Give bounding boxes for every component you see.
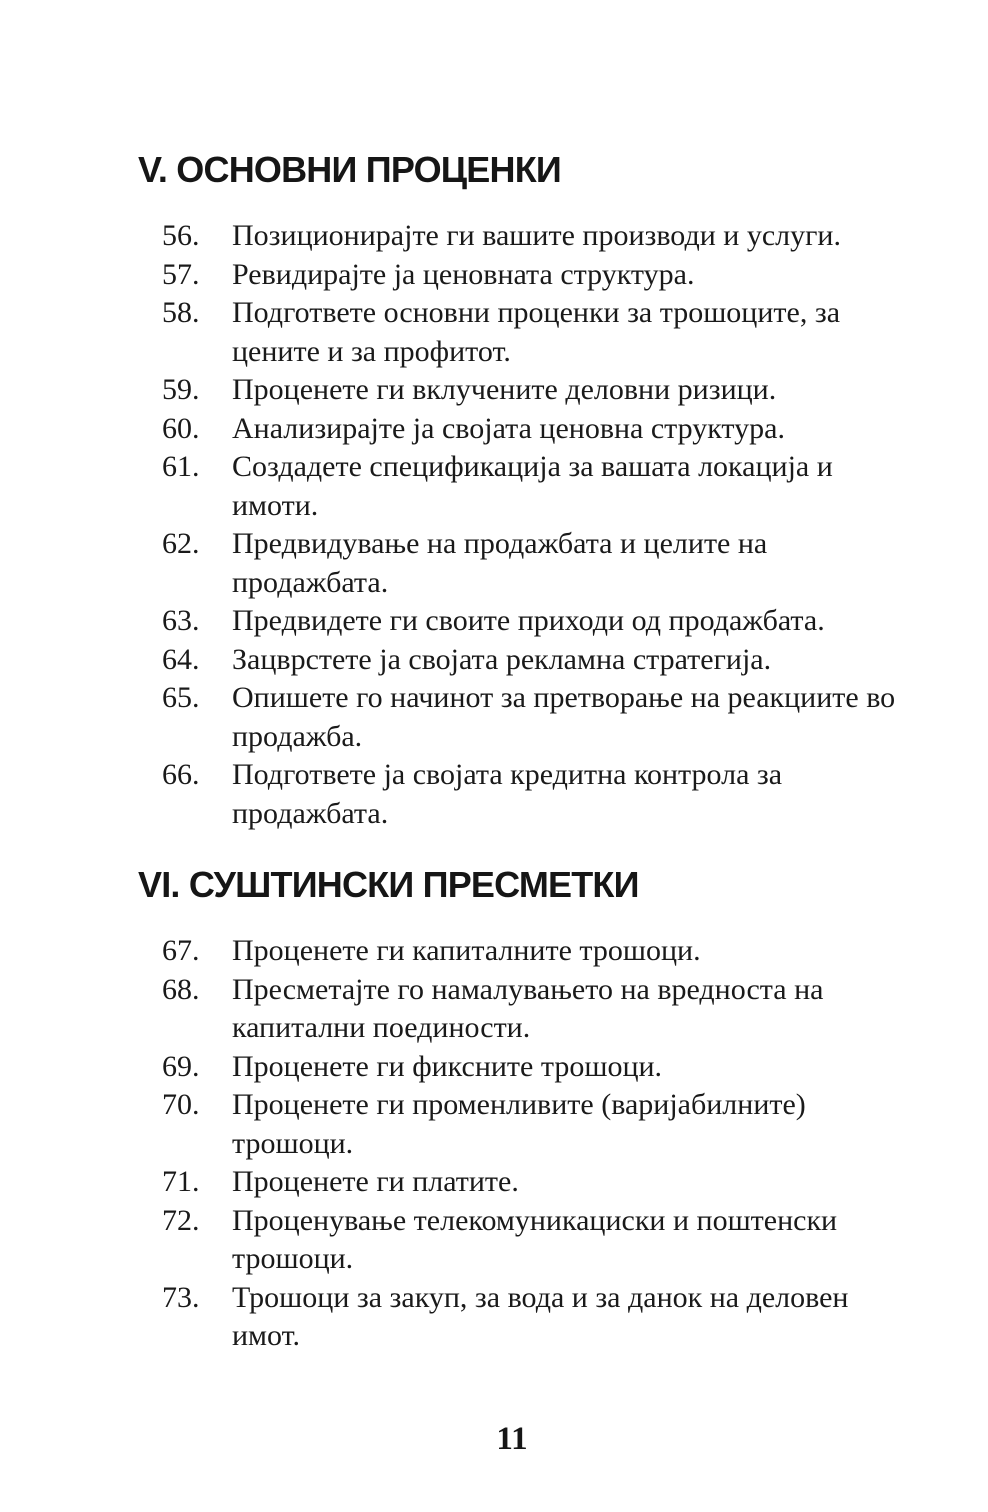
list-item: [138, 1279, 988, 1356]
list-item: [138, 641, 988, 680]
list-item: [138, 1086, 988, 1163]
list-item: [138, 294, 988, 371]
list-item: [138, 217, 988, 256]
item-text: Пресметајте го намалувањето на вредноста на капитални поединости.: [232, 972, 824, 1044]
item-number: 56.: [162, 219, 200, 252]
list-item: [138, 448, 988, 525]
item-text: Проценување телекомуникациски и поштенски трошоци.: [232, 1203, 838, 1275]
item-number: 64.: [162, 642, 200, 676]
list-item: [138, 971, 988, 1048]
section-heading: VI. СУШТИНСКИ ПРЕСМЕТКИ: [138, 864, 639, 905]
item-number: 57.: [162, 257, 200, 291]
item-text: Ревидирајте ја ценовната структура.: [232, 257, 695, 291]
item-number: 67.: [162, 934, 200, 967]
item-text: Предвидете ги своите приходи од продажбата.: [232, 604, 825, 637]
item-text: Предвидување на продажбата и целите на продажбата.: [232, 527, 768, 599]
list-item: [138, 410, 988, 449]
item-number: 65.: [162, 681, 200, 714]
item-number: 73.: [162, 1280, 200, 1314]
item-text: Проценете ги вклучените деловни ризици.: [232, 373, 777, 406]
item-text: Проценете ги променливите (варијабилните) трошоци.: [232, 1088, 806, 1160]
list-item: [138, 756, 988, 833]
item-number: 68.: [162, 972, 200, 1006]
list-item: [138, 679, 988, 756]
section-basic-estimates: [138, 150, 988, 833]
item-text: Зацврстете ја својата рекламна стратегија.: [232, 642, 772, 676]
item-number: 58.: [162, 296, 200, 329]
item-text: Проценете ги фиксните трошоци.: [232, 1049, 663, 1083]
item-text: Подгответе основни проценки за трошоците, за цените и за профитот.: [232, 296, 841, 368]
list-item: [138, 1048, 988, 1087]
item-number: 62.: [162, 527, 200, 560]
numbered-list: [138, 217, 988, 833]
item-text: Анализирајте ја својата ценовна структура.: [232, 411, 785, 445]
item-number: 70.: [162, 1088, 200, 1121]
list-item: [138, 371, 988, 410]
item-text: Создадете спецификација за вашата локација и имоти.: [232, 450, 833, 522]
list-item: [138, 932, 988, 971]
item-text: Опишете го начинот за претворање на реакциите во продажба.: [232, 681, 896, 753]
item-number: 63.: [162, 604, 200, 637]
item-number: 69.: [162, 1049, 200, 1083]
numbered-list: [138, 932, 988, 1356]
section-heading: V. ОСНОВНИ ПРОЦЕНКИ: [138, 149, 561, 190]
list-item: [138, 602, 988, 641]
item-number: 71.: [162, 1165, 200, 1198]
item-text: Подгответе ја својата кредитна контрола за продажбата.: [232, 758, 783, 830]
page-number: 11: [496, 1421, 528, 1457]
list-item: [138, 525, 988, 602]
list-item: [138, 1163, 988, 1202]
item-number: 61.: [162, 450, 200, 483]
item-number: 60.: [162, 411, 200, 445]
item-number: 72.: [162, 1203, 200, 1237]
item-text: Проценете ги платите.: [232, 1165, 519, 1198]
list-item: [138, 256, 988, 295]
item-text: Позиционирајте ги вашите производи и услуги.: [232, 219, 841, 252]
item-text: Проценете ги капиталните трошоци.: [232, 934, 701, 967]
list-item: [138, 1202, 988, 1279]
item-text: Трошоци за закуп, за вода и за данок на деловен имот.: [232, 1280, 849, 1352]
item-number: 66.: [162, 758, 200, 791]
item-number: 59.: [162, 373, 200, 406]
section-essential-calculations: [138, 865, 988, 1356]
